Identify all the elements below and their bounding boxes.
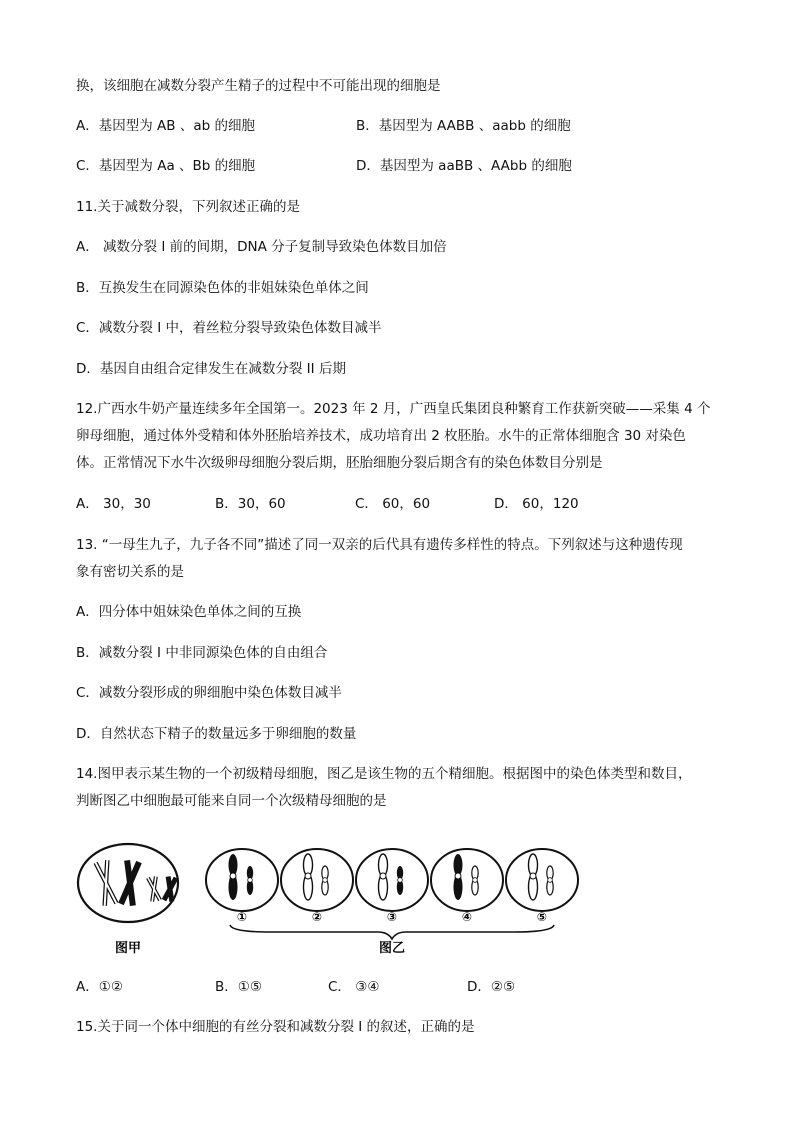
q11-option-b: B．互换发生在同源染色体的非姐妹染色单体之间 [76,280,369,296]
figure-yi-cell-label-4: ④ [461,910,473,924]
figure-yi-cell-label-3: ③ [386,910,398,924]
q11-option-a: A． 减数分裂 I 前的间期，DNA 分子复制导致染色体数目加倍 [76,239,447,255]
figure-yi-cell-4 [431,849,503,911]
q13-option-d: D．自然状态下精子的数量远多于卵细胞的数量 [76,726,357,742]
q12-option-d: D． 60，120 [494,496,579,512]
q10-option-c: C．基因型为 Aa 、Bb 的细胞 [76,158,256,174]
q10-option-a: A．基因型为 AB 、ab 的细胞 [76,118,255,134]
q14-option-b: B．①⑤ [215,979,262,995]
q14-stem-line2: 判断图乙中细胞最可能来自同一个次级精母细胞的是 [76,793,387,809]
figure-yi-cell-label-5: ⑤ [536,910,548,924]
q10-option-b: B．基因型为 AABB 、aabb 的细胞 [356,118,571,134]
q11-stem: 11.关于减数分裂，下列叙述正确的是 [76,199,300,215]
q15-stem: 15.关于同一个体中细胞的有丝分裂和减数分裂 I 的叙述，正确的是 [76,1019,475,1035]
q12-stem-line3: 体。正常情况下水牛次级卵母细胞分裂后期，胚胎细胞分裂后期含有的染色体数目分别是 [76,455,603,471]
figure-jia-cell [78,844,178,922]
q10-option-d: D．基因型为 aaBB 、AAbb 的细胞 [356,158,572,174]
figure-yi-cell-5 [506,849,578,911]
q14-option-c: C． ③④ [328,979,380,995]
q12-stem-line2: 卵母细胞，通过体外受精和体外胚胎培养技术，成功培育出 2 枚胚胎。水牛的正常体细胞含 30 对染色 [76,428,686,444]
q12-option-c: C． 60，60 [355,496,431,512]
q13-option-b: B．减数分裂 I 中非同源染色体的自由组合 [76,645,328,661]
figure-yi-cell-label-2: ② [311,910,323,924]
q13-option-c: C．减数分裂形成的卵细胞中染色体数目减半 [76,685,342,701]
figure-yi-cell-3 [356,849,428,911]
q12-option-a: A． 30，30 [76,496,151,512]
q11-option-c: C．减数分裂 I 中，着丝粒分裂导致染色体数目减半 [76,320,382,336]
figure-yi-label: 图乙 [378,941,406,956]
figure-yi-cell-2 [281,849,353,911]
q13-stem-line2: 象有密切关系的是 [76,564,184,580]
q11-option-d: D．基因自由组合定律发生在减数分裂 II 后期 [76,361,346,377]
figure-yi-cell-label-1: ① [236,910,248,924]
q14-option-a: A．①② [76,979,123,995]
q12-option-b: B．30，60 [215,496,286,512]
figure-jia-label: 图甲 [114,941,142,956]
q14-option-d: D．②⑤ [467,979,516,995]
q13-option-a: A．四分体中姐妹染色单体之间的互换 [76,604,302,620]
figure-yi-brace [230,925,554,939]
figure-yi-cell-1 [206,849,278,911]
q13-stem-line1: 13. “一母生九子，九子各不同”描述了同一双亲的后代具有遗传多样性的特点。下列叙述与这种遗传现 [76,537,683,553]
q12-stem-line1: 12.广西水牛奶产量连续多年全国第一。2023 年 2 月，广西皇氏集团良种繁育工作获新突破——采集 4 个 [76,401,711,417]
q14-stem-line1: 14.图甲表示某生物的一个初级精母细胞，图乙是该生物的五个精细胞。根据图中的染色体类型和数目， [76,766,692,782]
q10-continuation: 换，该细胞在减数分裂产生精子的过程中不可能出现的细胞是 [76,78,441,94]
q14-figure [70,835,590,960]
